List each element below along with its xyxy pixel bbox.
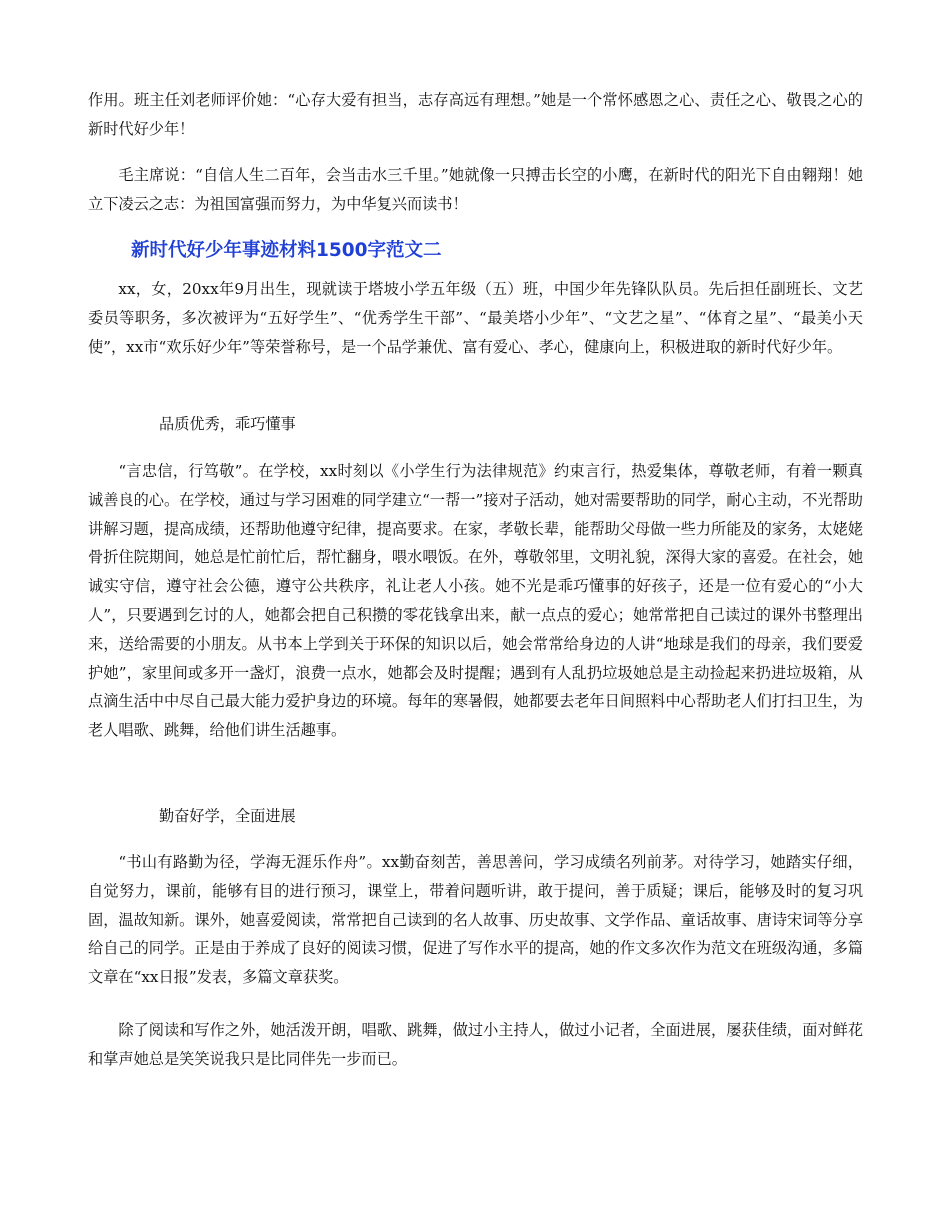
section-heading: 新时代好少年事迹材料1500字范文二: [131, 240, 442, 261]
paragraph-5: “书山有路勤为径，学海无涯乐作舟”。xx勤奋刻苦，善思善问，学习成绩名列前茅。对待学习，她踏实仔细，自觉努力，课前，能够有目的进行预习，课堂上，带着问题听讲，敢于提问，善于质疑；课后，能够及时的复习巩固，温故知新。课外，她喜爱阅读，常常把自己读到的名人故事、历史故事、文学作品、童话故事、唐诗宋词等分享给自己的同学。正是由于养成了良好的阅读习惯，促进了写作水平的提高，她的作文多次作为范文在班级沟通，多篇文章在“xx日报”发表，多篇文章获奖。: [88, 853, 863, 987]
subheading-1: 品质优秀，乖巧懂事: [159, 415, 296, 433]
paragraph-3: xx，女，20xx年9月出生，现就读于塔坡小学五年级（五）班，中国少年先锋队队员。先后担任副班长、文艺委员等职务，多次被评为“五好学生”、“优秀学生干部”、“最美塔小少年”、“文艺之星”、“体育之星”、“最美小天使”，xx市“欢乐好少年”等荣誉称号，是一个品学兼优、富有爱心、孝心，健康向上，积极进取的新时代好少年。: [88, 280, 863, 356]
paragraph-6: 除了阅读和写作之外，她活泼开朗，唱歌、跳舞，做过小主持人，做过小记者，全面进展，屡获佳绩，面对鲜花和掌声她总是笑笑说我只是比同伴先一步而已。: [88, 1021, 863, 1068]
paragraph-2: 毛主席说：“自信人生二百年，会当击水三千里。”她就像一只搏击长空的小鹰，在新时代的阳光下自由翱翔！她立下凌云之志：为祖国富强而努力，为中华复兴而读书！: [88, 166, 863, 213]
subheading-2: 勤奋好学，全面进展: [159, 807, 296, 825]
paragraph-4: “言忠信，行笃敬”。在学校，xx时刻以《小学生行为法律规范》约束言行，热爱集体，尊敬老师，有着一颗真诚善良的心。在学校，通过与学习困难的同学建立“一帮一”接对子活动，她对需要帮助的同学，耐心主动，不光帮助讲解习题，提高成绩，还帮助他遵守纪律，提高要求。在家，孝敬长辈，能帮助父母做一些力所能及的家务，太姥姥骨折住院期间，她总是忙前忙后，帮忙翻身，喂水喂饭。在外，尊敬邻里，文明礼貌，深得大家的喜爱。在社会，她诚实守信，遵守社会公德，遵守公共秩序，礼让老人小孩。她不光是乖巧懂事的好孩子，还是一位有爱心的“小大人”，只要遇到乞讨的人，她都会把自己积攒的零花钱拿出来，献一点点的爱心；她常常把自己读过的课外书整理出来，送给需要的小朋友。从书本上学到关于环保的知识以后，她会常常给身边的人讲“地球是我们的母亲，我们要爱护她”，家里间或多开一盏灯，浪费一点水，她都会及时提醒；遇到有人乱扔垃圾她总是主动捡起来扔进垃圾箱，从点滴生活中中尽自己最大能力爱护身边的环境。每年的寒暑假，她都要去老年日间照料中心帮助老人们打扫卫生，为老人唱歌、跳舞，给他们讲生活趣事。: [88, 462, 863, 740]
paragraph-1: 作用。班主任刘老师评价她：“心存大爱有担当，志存高远有理想。”她是一个常怀感恩之心、责任之心、敬畏之心的新时代好少年！: [88, 91, 863, 138]
